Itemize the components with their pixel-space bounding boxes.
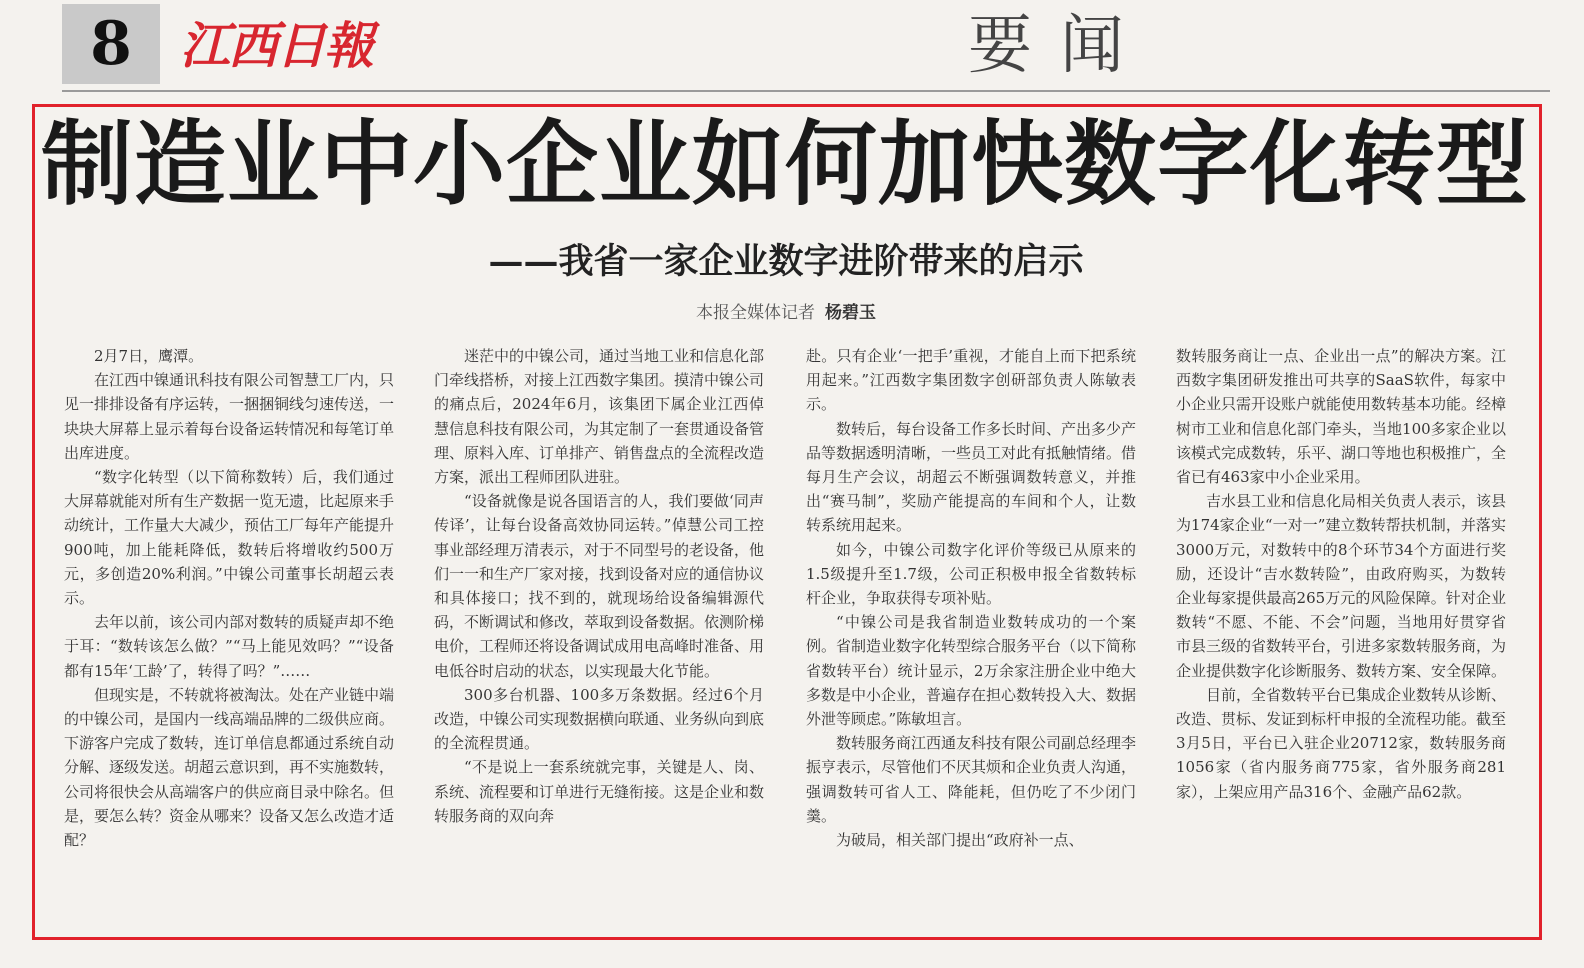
column-paragraph: 赴。只有企业‘一把手’重视，才能自上而下把系统用起来。”江西数字集团数字创研部负责人陈敏表示。: [806, 347, 1136, 414]
page-number: 8: [62, 4, 160, 84]
column-paragraph: 目前，全省数转平台已集成企业数转从诊断、改造、贯标、发证到标杆申报的全流程功能。截至3月5日，平台已入驻企业20712家，数转服务商1056家（省内服务商775家，省外服务商281家），上架应用产品316个、金融产品62款。: [1176, 685, 1506, 801]
byline-label: 本报全媒体记者: [696, 303, 815, 323]
article-subheadline: ——我省一家企业数字进阶带来的启示: [488, 241, 1084, 282]
column-paragraph: 数转后，每台设备工作多长时间、产出多少产品等数据透明清晰，一些员工对此有抵触情绪。借每月生产会议，胡超云不断强调数转意义，并推出“赛马制”，奖励产能提高的车间和个人，让数转系统用起来。: [806, 419, 1136, 535]
column-paragraph: 2月7日，鹰潭。: [94, 347, 204, 365]
masthead: [0, 0, 1584, 96]
column-paragraph: 300多台机器、100多万条数据。经过6个月改造，中镍公司实现数据横向联通、业务纵向到底的全流程贯通。: [434, 685, 764, 753]
column-paragraph: 如今，中镍公司数字化评价等级已从原来的1.5级提升至1.7级，公司正积极申报全省数转标杆企业，争取获得专项补贴。: [806, 540, 1136, 608]
article-column-3: [806, 344, 1136, 914]
column-paragraph: 数转服务商让一点、企业出一点”的解决方案。江西数字集团研发推出可共享的SaaS软件，每家中小企业只需开设账户就能使用数转基本功能。经樟树市工业和信息化部门牵头，当地100多家企业以该模式完成数转，乐平、湖口等地也积极推广，全省已有463家中小企业采用。: [1176, 347, 1506, 487]
article-column-2: [434, 344, 764, 914]
newspaper-logo: 江西日報: [180, 16, 372, 75]
column-paragraph: “设备就像是说各国语言的人，我们要做‘同声传译’，让每台设备高效协同运转。”倬慧公司工控事业部经理万清表示，对于不同型号的老设备，他们一一和生产厂家对接，找到设备对应的通信协议和具体接口；找不到的，就现场给设备编辑源代码，不断调试和修改，萃取到设备数据。依测阶梯电价，工程师还将设备调试成用电高峰时准备、用电低谷时启动的状态，以实现最大化节能。: [434, 492, 764, 680]
column-paragraph: 在江西中镍通讯科技有限公司智慧工厂内，只见一排排设备有序运转，一捆捆铜线匀速传送，一块块大屏幕上显示着每台设备运转情况和每笔订单出库进度。: [64, 371, 394, 462]
byline-author: 杨碧玉: [825, 303, 876, 323]
column-paragraph: “数字化转型（以下简称数转）后，我们通过大屏幕就能对所有生产数据一览无遗，比起原来手动统计，工作量大大减少，预估工厂每年产能提升900吨，加上能耗降低，数转后将增收约500万元，多创造20%利润。”中镍公司董事长胡超云表示。: [64, 468, 394, 608]
column-paragraph: 但现实是，不转就将被淘汰。处在产业链中端的中镍公司，是国内一线高端品牌的二级供应商。下游客户完成了数转，连订单信息都通过系统自动分解、逐级发送。胡超云意识到，再不实施数转，公司将很快会从高端客户的供应商目录中除名。但是，要怎么转？资金从哪来？设备又怎么改造才适配？: [64, 685, 394, 850]
column-paragraph: 为破局，相关部门提出“政府补一点、: [836, 831, 1084, 850]
column-paragraph: 去年以前，该公司内部对数转的质疑声却不绝于耳：“数转该怎么做？”“马上能见效吗？”“设备都有15年‘工龄’了，转得了吗？”……: [64, 613, 394, 680]
article-column-1: [64, 344, 394, 914]
article-headline: 制造业中小企业如何加快数字化转型: [40, 111, 1529, 218]
column-paragraph: 数转服务商江西通友科技有限公司副总经理李振亨表示，尽管他们不厌其烦和企业负责人沟通，强调数转可省人工、降能耗，但仍吃了不少闭门羹。: [806, 734, 1136, 825]
column-paragraph: “中镍公司是我省制造业数转成功的一个案例。省制造业数字化转型综合服务平台（以下简称省数转平台）统计显示，2万余家注册企业中绝大多数是中小企业，普遍存在担心数转投入大、数据外泄等顾虑。”陈敏坦言。: [806, 613, 1136, 729]
column-paragraph: “不是说上一套系统就完事，关键是人、岗、系统、流程要和订单进行无缝衔接。这是企业和数转服务商的双向奔: [434, 758, 764, 825]
column-paragraph: 迷茫中的中镍公司，通过当地工业和信息化部门牵线搭桥，对接上江西数字集团。摸清中镍公司的痛点后，2024年6月，该集团下属企业江西倬慧信息科技有限公司，为其定制了一套贯通设备管理、原料入库、订单排产、销售盘点的全流程改造方案，派出工程师团队进驻。: [434, 347, 764, 487]
column-paragraph: 吉水县工业和信息化局相关负责人表示，该县为174家企业“一对一”建立数转帮扶机制，并落实3000万元，对数转中的8个环节34个方面进行奖励，还设计“吉水数转险”，由政府购买，为数转企业每家提供最高265万元的风险保障。针对企业数转“不愿、不能、不会”问题，当地用好贯穿省市县三级的省数转平台，引进多家数转服务商，为企业提供数字化诊断服务、数转方案、安全保障。: [1176, 492, 1506, 680]
section-title: 要闻: [968, 9, 1152, 83]
masthead-divider: [62, 90, 1550, 92]
article-byline: [0, 299, 1572, 327]
article-column-4: [1176, 344, 1506, 914]
